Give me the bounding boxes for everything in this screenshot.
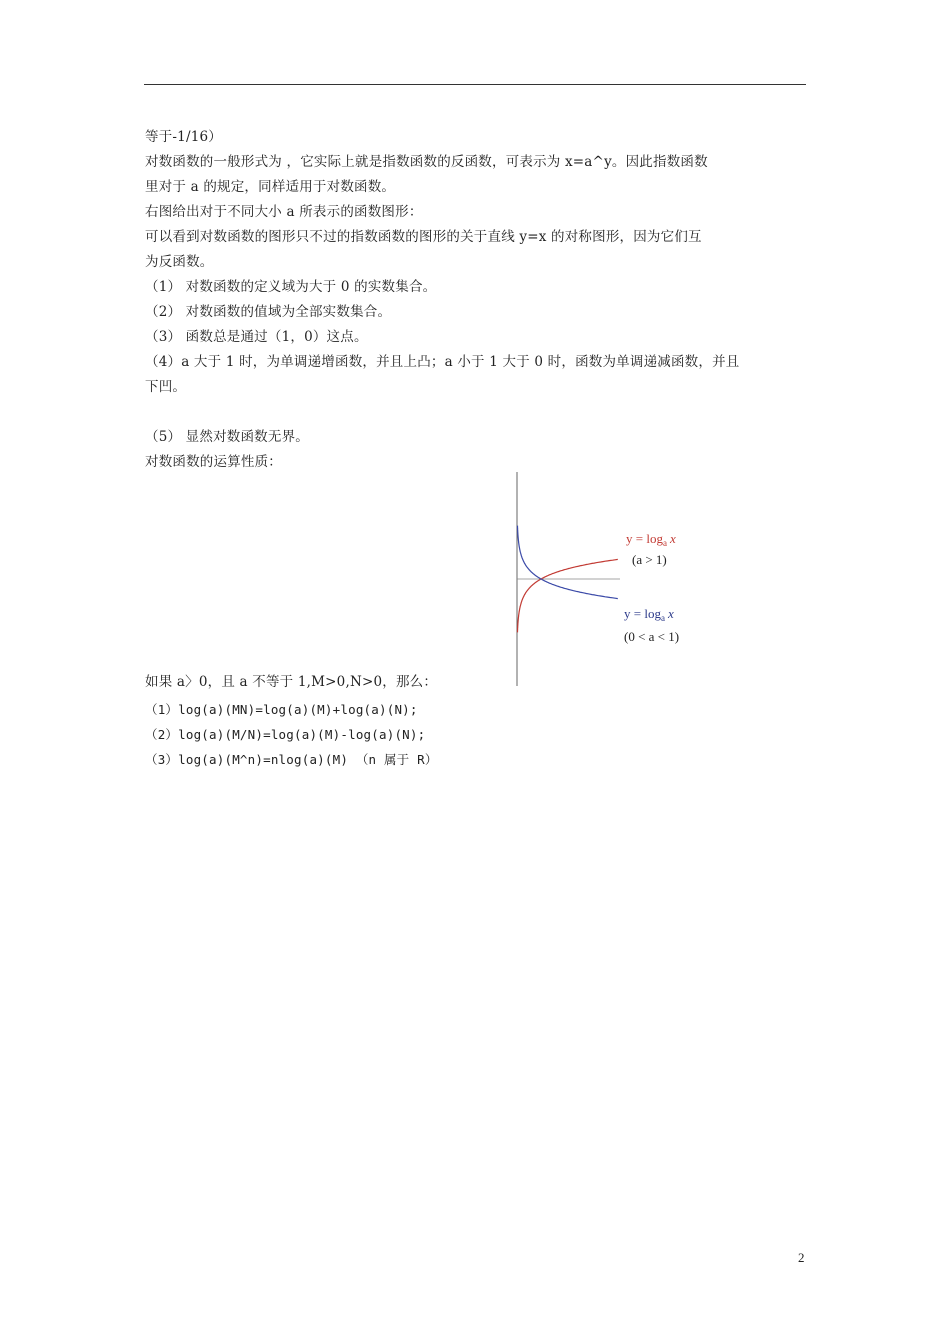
log-function-graph: [508, 468, 698, 688]
formula-line: （3）log(a)(M^n)=nlog(a)(M) （n 属于 R）: [145, 752, 438, 767]
page-number: 2: [798, 1250, 805, 1265]
formula-line: （2）log(a)(M/N)=log(a)(M)-log(a)(N);: [145, 727, 426, 742]
list-item: （4）a 大于 1 时，为单调递增函数，并且上凸；a 小于 1 大于 0 时，函数为单调递减函数，并且: [145, 354, 740, 370]
section-heading: 对数函数的运算性质：: [145, 454, 282, 470]
increasing-curve-label: $y = \log_a x$: [626, 531, 676, 548]
list-item: （2） 对数函数的值域为全部实数集合。: [145, 304, 392, 320]
text-line: 右图给出对于不同大小 a 所表示的函数图形：: [145, 204, 423, 220]
text-line: 对数函数的一般形式为 ，它实际上就是指数函数的反函数，可表示为 x=a^y。因此指数函数: [145, 154, 708, 170]
text-line: 可以看到对数函数的图形只不过的指数函数的图形的关于直线 y=x 的对称图形，因为它们互: [145, 229, 702, 245]
text-line: 下凹。: [145, 379, 187, 395]
list-item: （3） 函数总是通过（1，0）这点。: [145, 329, 368, 345]
text-line: 等于-1/16）: [145, 129, 222, 145]
increasing-curve-condition: (a > 1): [632, 552, 667, 567]
formula-line: （1）log(a)(MN)=log(a)(M)+log(a)(N);: [145, 702, 418, 717]
decreasing-curve-label: $y = \log_a x$: [624, 606, 674, 623]
list-item: （5） 显然对数函数无界。: [145, 429, 309, 445]
text-line: 里对于 a 的规定，同样适用于对数函数。: [145, 179, 396, 195]
decreasing-curve-condition: (0 < a < 1): [624, 629, 680, 644]
header-rule: [144, 84, 806, 85]
list-item: （1） 对数函数的定义域为大于 0 的实数集合。: [145, 279, 437, 295]
text-line: 如果 a〉0，且 a 不等于 1,M>0,N>0，那么：: [145, 674, 438, 690]
text-line: 为反函数。: [145, 254, 214, 270]
